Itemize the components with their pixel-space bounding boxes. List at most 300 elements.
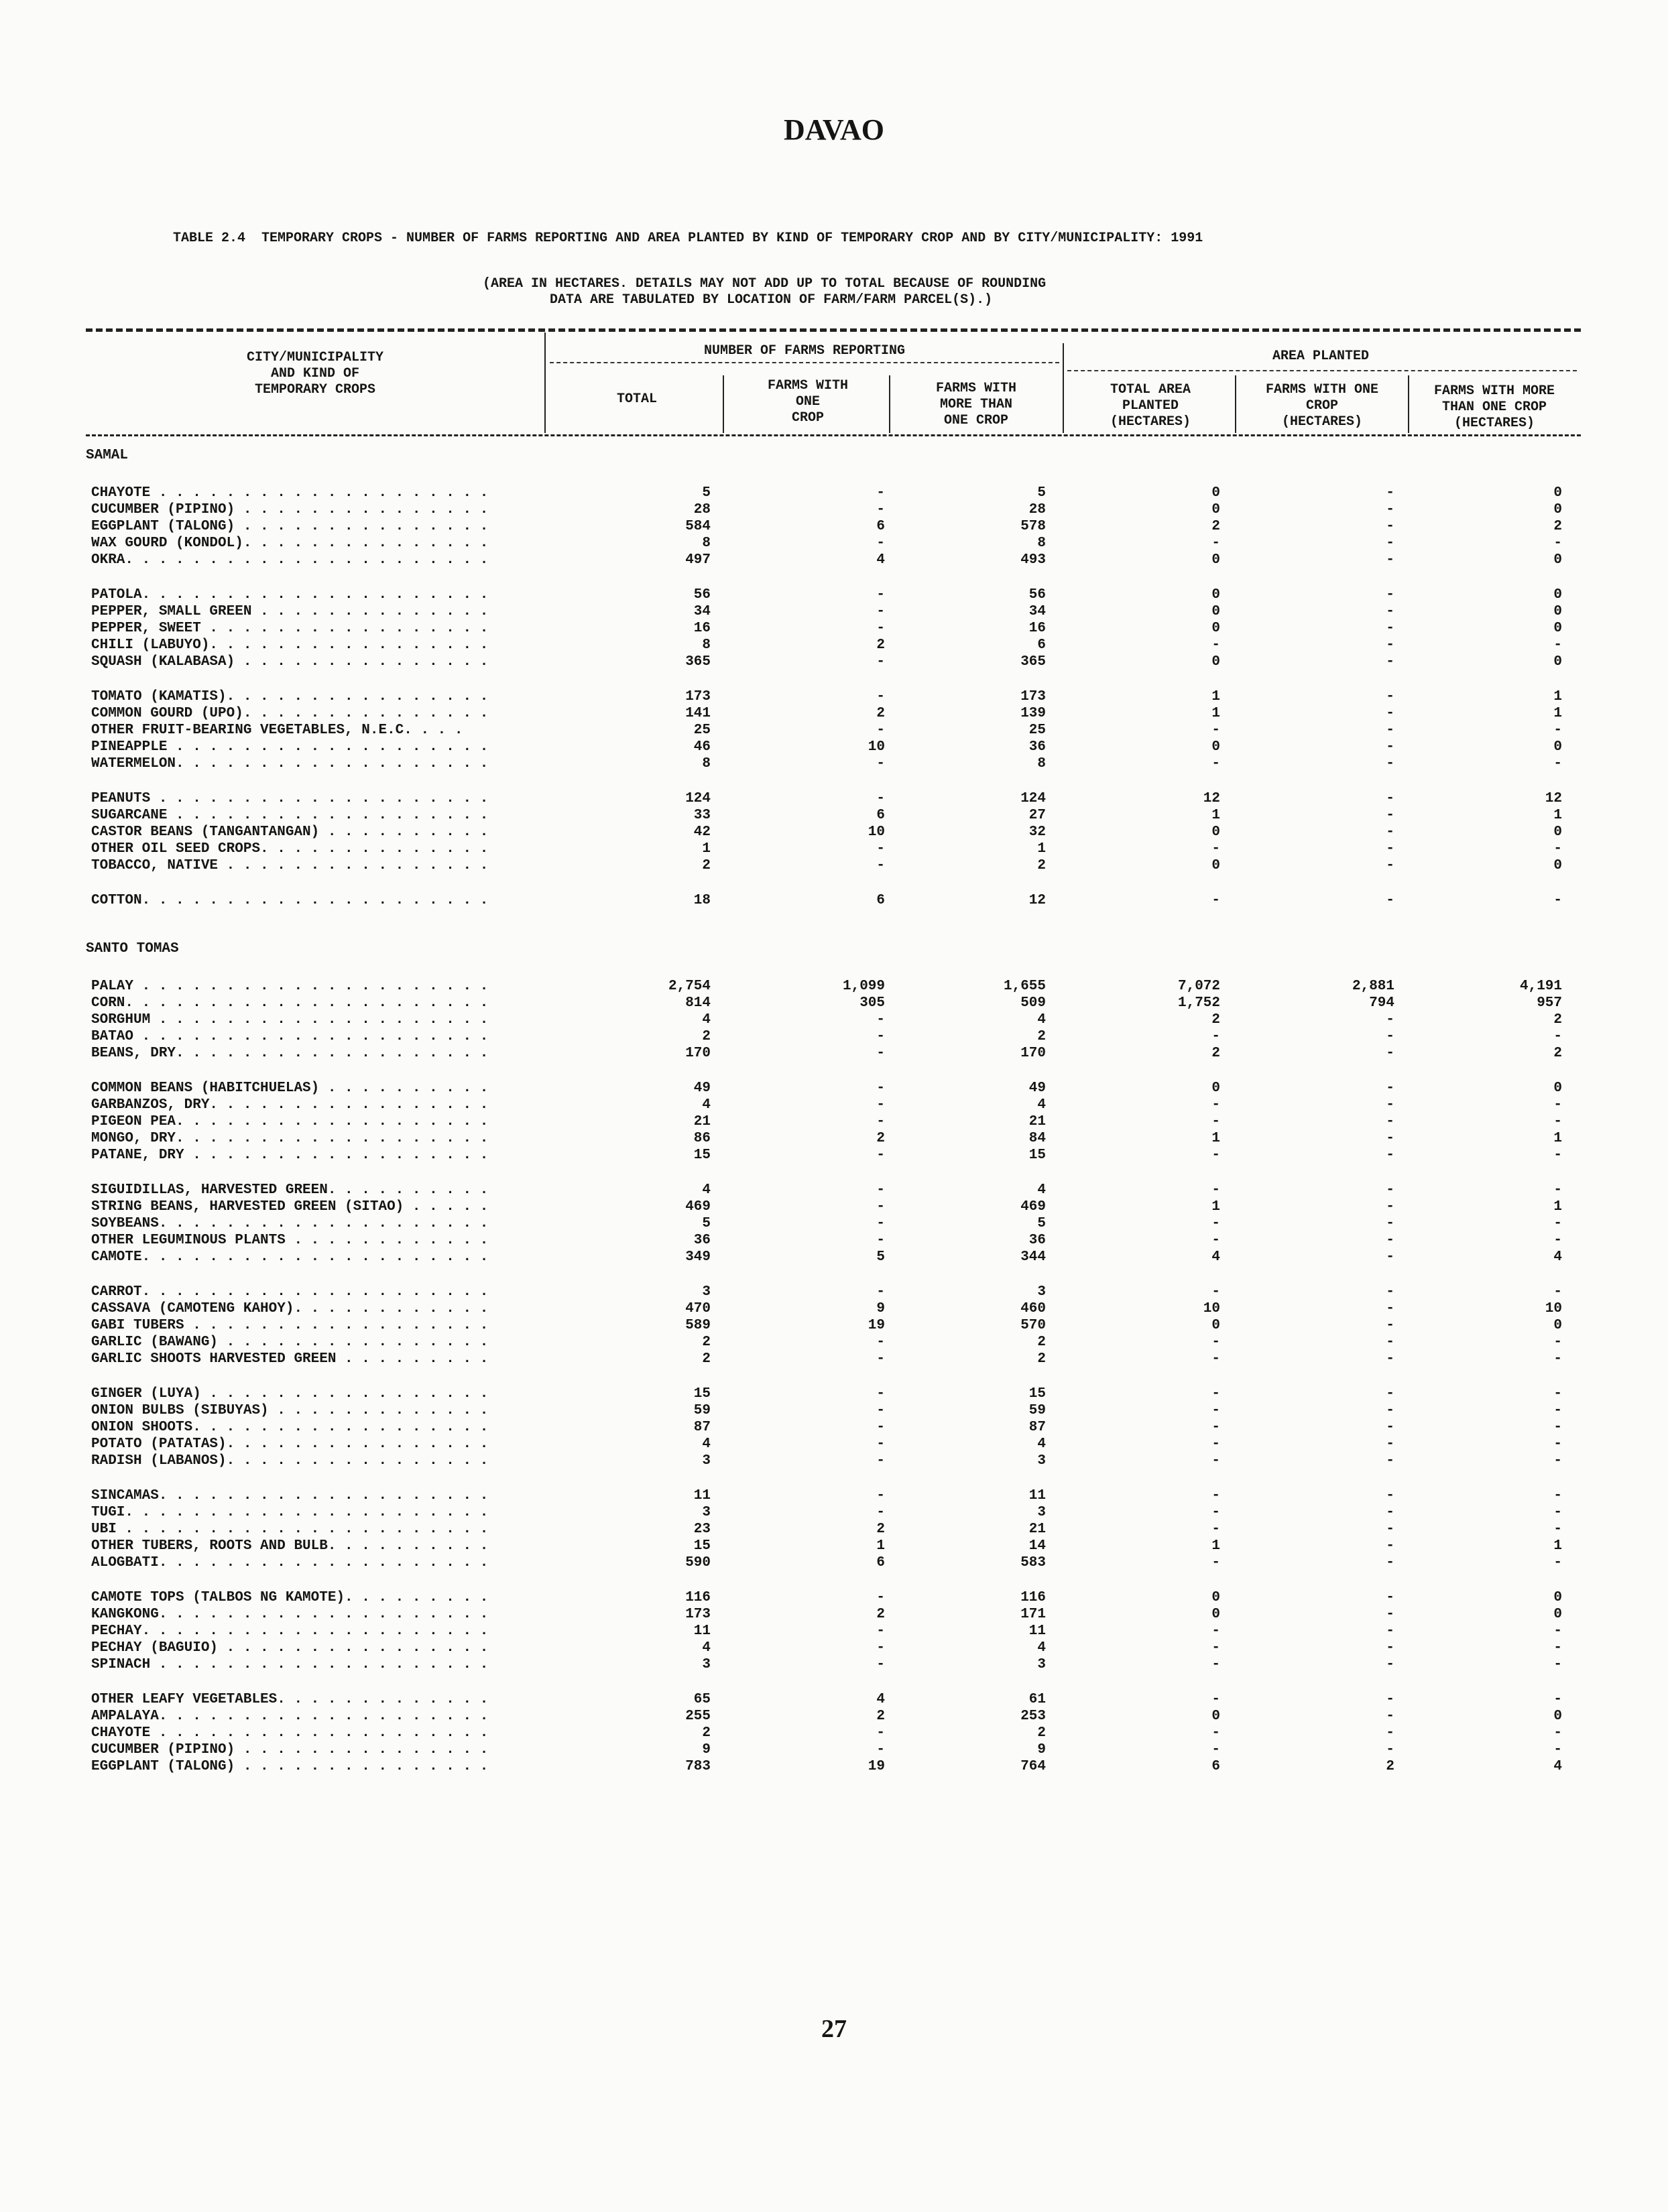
table-row	[0, 502, 1668, 519]
farms-one-crop: 19	[868, 1318, 885, 1333]
farms-more-crop: 173	[1020, 689, 1046, 704]
area-total: 2	[1211, 519, 1220, 534]
farms-total: 349	[685, 1249, 711, 1265]
area-total: -	[1211, 1692, 1220, 1707]
farms-total: 21	[693, 1114, 711, 1129]
farms-total: 36	[693, 1233, 711, 1248]
area-total: -	[1211, 1640, 1220, 1656]
area-more-crop: -	[1553, 1351, 1562, 1367]
farms-total: 15	[693, 1538, 711, 1554]
farms-total: 25	[693, 723, 711, 738]
farms-total: 65	[693, 1692, 711, 1707]
farms-total: 87	[693, 1420, 711, 1435]
area-one-crop: -	[1386, 1351, 1394, 1367]
farms-more-crop: 3	[1037, 1657, 1046, 1672]
area-more-crop: 4	[1553, 1249, 1562, 1265]
area-total: 0	[1211, 739, 1220, 755]
farms-one-crop: 2	[876, 1522, 885, 1537]
area-one-crop: -	[1386, 1216, 1394, 1231]
crop-name: WATERMELON. . . . . . . . . . . . . . . . . . .	[91, 756, 489, 772]
farms-total: 814	[685, 995, 711, 1011]
crop-name: BATAO . . . . . . . . . . . . . . . . . . . . .	[91, 1029, 489, 1044]
farms-total: 56	[693, 587, 711, 603]
area-total: 0	[1211, 604, 1220, 619]
farms-one-crop: 1,099	[842, 979, 885, 994]
area-one-crop: -	[1386, 1742, 1394, 1758]
table-row	[0, 756, 1668, 773]
farms-total: 18	[693, 893, 711, 908]
farms-one-crop: -	[876, 1488, 885, 1503]
farms-total: 11	[693, 1488, 711, 1503]
farms-one-crop: -	[876, 1403, 885, 1418]
farms-one-crop: -	[876, 485, 885, 501]
farms-one-crop: 4	[876, 1692, 885, 1707]
area-total: 0	[1211, 1590, 1220, 1605]
area-more-crop: 2	[1553, 1046, 1562, 1061]
farms-one-crop: -	[876, 1097, 885, 1113]
area-more-crop: -	[1553, 893, 1562, 908]
farms-more-crop: 1,655	[1003, 979, 1046, 994]
farms-more-crop: 9	[1037, 1742, 1046, 1758]
farms-more-crop: 4	[1037, 1182, 1046, 1198]
crop-name: TUGI. . . . . . . . . . . . . . . . . . . . . .	[91, 1505, 489, 1520]
table-row	[0, 604, 1668, 621]
farms-total: 3	[702, 1284, 711, 1300]
area-more-crop: 0	[1553, 552, 1562, 568]
farms-more-crop: 124	[1020, 791, 1046, 806]
farms-one-crop: 2	[876, 1131, 885, 1146]
crop-name: GARLIC (BAWANG) . . . . . . . . . . . . . . . .	[91, 1335, 489, 1350]
farms-one-crop: -	[876, 689, 885, 704]
crop-name: SUGARCANE . . . . . . . . . . . . . . . . . . .	[91, 808, 489, 823]
farms-more-crop: 4	[1037, 1436, 1046, 1452]
farms-more-crop: 36	[1028, 1233, 1046, 1248]
area-more-crop: -	[1553, 1148, 1562, 1163]
farms-more-crop: 8	[1037, 756, 1046, 772]
farms-total: 23	[693, 1522, 711, 1537]
area-more-crop: -	[1553, 1623, 1562, 1639]
farms-more-crop: 84	[1028, 1131, 1046, 1146]
crop-name: EGGPLANT (TALONG) . . . . . . . . . . . . . . .	[91, 1759, 489, 1774]
crop-name: PECHAY (BAGUIO) . . . . . . . . . . . . . . . .	[91, 1640, 489, 1656]
farms-one-crop: -	[876, 1590, 885, 1605]
area-total: 1,752	[1177, 995, 1220, 1011]
farms-total: 590	[685, 1555, 711, 1571]
header-area-planted: AREA PLANTED	[1272, 349, 1370, 364]
crop-name: CASSAVA (CAMOTENG KAHOY). . . . . . . . . . . .	[91, 1301, 489, 1316]
area-more-crop: -	[1553, 1657, 1562, 1672]
farms-one-crop: -	[876, 1386, 885, 1402]
farms-total: 3	[702, 1657, 711, 1672]
farms-one-crop: 9	[876, 1301, 885, 1316]
table-row	[0, 1097, 1668, 1114]
farms-more-crop: 11	[1028, 1488, 1046, 1503]
area-one-crop: -	[1386, 1182, 1394, 1198]
farms-more-crop: 469	[1020, 1199, 1046, 1215]
farms-total: 124	[685, 791, 711, 806]
table-row	[0, 1436, 1668, 1453]
header-group-rule	[1067, 370, 1577, 371]
area-total: 2	[1211, 1046, 1220, 1061]
crop-name: CAMOTE TOPS (TALBOS NG KAMOTE). . . . . . . . .	[91, 1590, 489, 1605]
farms-more-crop: 56	[1028, 587, 1046, 603]
area-more-crop: -	[1553, 1216, 1562, 1231]
table-row	[0, 637, 1668, 654]
crop-name: PATOLA. . . . . . . . . . . . . . . . . . . . .	[91, 587, 489, 603]
area-total: 0	[1211, 587, 1220, 603]
area-one-crop: -	[1386, 1249, 1394, 1265]
area-more-crop: 2	[1553, 519, 1562, 534]
table-row	[0, 893, 1668, 910]
table-row	[0, 995, 1668, 1012]
farms-total: 2	[702, 1029, 711, 1044]
farms-total: 28	[693, 502, 711, 517]
farms-one-crop: -	[876, 1114, 885, 1129]
farms-more-crop: 25	[1028, 723, 1046, 738]
farms-one-crop: 2	[876, 1607, 885, 1622]
crop-name: SIGUIDILLAS, HARVESTED GREEN. . . . . . . . . .	[91, 1182, 489, 1198]
farms-one-crop: -	[876, 1233, 885, 1248]
area-one-crop: -	[1386, 604, 1394, 619]
farms-more-crop: 344	[1020, 1249, 1046, 1265]
table-row	[0, 1301, 1668, 1318]
table-row	[0, 1555, 1668, 1572]
farms-total: 8	[702, 637, 711, 653]
farms-one-crop: -	[876, 1046, 885, 1061]
crop-name: GABI TUBERS . . . . . . . . . . . . . . . . . .	[91, 1318, 489, 1333]
area-total: 0	[1211, 654, 1220, 670]
area-total: -	[1211, 1284, 1220, 1300]
header-farms-reporting: NUMBER OF FARMS REPORTING	[703, 343, 906, 359]
header-divider	[544, 332, 546, 433]
section-heading: SANTO TOMAS	[86, 941, 179, 957]
area-more-crop: -	[1553, 637, 1562, 653]
header-total-area: TOTAL AREA PLANTED (HECTARES)	[1110, 382, 1191, 430]
table-row	[0, 552, 1668, 569]
area-one-crop: -	[1386, 706, 1394, 721]
area-more-crop: 0	[1553, 621, 1562, 636]
header-total: TOTAL	[616, 391, 657, 407]
table-row	[0, 979, 1668, 995]
area-one-crop: -	[1386, 1555, 1394, 1571]
crop-name: CHILI (LABUYO). . . . . . . . . . . . . . . . .	[91, 637, 489, 653]
farms-more-crop: 4	[1037, 1012, 1046, 1028]
farms-total: 497	[685, 552, 711, 568]
table-row	[0, 1522, 1668, 1538]
header-farms-more-crop: FARMS WITH MORE THAN ONE CROP	[935, 381, 1017, 428]
farms-total: 15	[693, 1148, 711, 1163]
farms-more-crop: 36	[1028, 739, 1046, 755]
area-one-crop: -	[1386, 1233, 1394, 1248]
farms-total: 4	[702, 1097, 711, 1113]
farms-one-crop: -	[876, 791, 885, 806]
area-total: 1	[1211, 1199, 1220, 1215]
farms-more-crop: 493	[1020, 552, 1046, 568]
table-row	[0, 824, 1668, 841]
farms-one-crop: -	[876, 1351, 885, 1367]
area-total: -	[1211, 1505, 1220, 1520]
farms-one-crop: -	[876, 1623, 885, 1639]
farms-more-crop: 16	[1028, 621, 1046, 636]
table-row	[0, 536, 1668, 552]
table-row	[0, 1335, 1668, 1351]
farms-one-crop: -	[876, 1081, 885, 1096]
area-total: 0	[1211, 485, 1220, 501]
farms-one-crop: 10	[868, 824, 885, 840]
table-note-line-1: (AREA IN HECTARES. DETAILS MAY NOT ADD UP TO TOTAL BECAUSE OF ROUNDING	[483, 276, 1047, 292]
crop-name: PINEAPPLE . . . . . . . . . . . . . . . . . . .	[91, 739, 489, 755]
area-one-crop: -	[1386, 1335, 1394, 1350]
header-bottom-rule	[86, 434, 1581, 436]
farms-one-crop: 10	[868, 739, 885, 755]
crop-name: PIGEON PEA. . . . . . . . . . . . . . . . . . .	[91, 1114, 489, 1129]
area-one-crop: -	[1386, 1301, 1394, 1316]
farms-total: 2	[702, 1351, 711, 1367]
farms-total: 2,754	[668, 979, 711, 994]
area-total: 6	[1211, 1759, 1220, 1774]
table-row	[0, 858, 1668, 875]
area-more-crop: 0	[1553, 1590, 1562, 1605]
table-row	[0, 739, 1668, 756]
crop-name: KANGKONG. . . . . . . . . . . . . . . . . . . .	[91, 1607, 489, 1622]
farms-more-crop: 28	[1028, 502, 1046, 517]
area-more-crop: -	[1553, 1233, 1562, 1248]
farms-more-crop: 2	[1037, 1335, 1046, 1350]
header-stub: CITY/MUNICIPALITY AND KIND OF TEMPORARY CROPS	[246, 350, 384, 397]
area-more-crop: -	[1553, 1436, 1562, 1452]
area-total: -	[1211, 1029, 1220, 1044]
crop-name: CUCUMBER (PIPINO) . . . . . . . . . . . . . . .	[91, 1742, 489, 1758]
table-row	[0, 706, 1668, 723]
farms-more-crop: 21	[1028, 1522, 1046, 1537]
farms-total: 49	[693, 1081, 711, 1096]
farms-more-crop: 2	[1037, 858, 1046, 873]
area-more-crop: 4,191	[1519, 979, 1562, 994]
area-more-crop: -	[1553, 1725, 1562, 1741]
area-more-crop: -	[1553, 1692, 1562, 1707]
farms-one-crop: -	[876, 1148, 885, 1163]
farms-total: 2	[702, 1335, 711, 1350]
farms-total: 3	[702, 1453, 711, 1469]
crop-name: CAMOTE. . . . . . . . . . . . . . . . . . . . .	[91, 1249, 489, 1265]
area-total: -	[1211, 1453, 1220, 1469]
area-more-crop: -	[1553, 1640, 1562, 1656]
farms-one-crop: -	[876, 587, 885, 603]
table-row	[0, 841, 1668, 858]
farms-more-crop: 3	[1037, 1505, 1046, 1520]
area-one-crop: -	[1386, 1505, 1394, 1520]
farms-total: 1	[702, 841, 711, 857]
farms-total: 3	[702, 1505, 711, 1520]
table-row	[0, 1403, 1668, 1420]
area-one-crop: -	[1386, 841, 1394, 857]
farms-more-crop: 171	[1020, 1607, 1046, 1622]
crop-name: ALOGBATI. . . . . . . . . . . . . . . . . . . .	[91, 1555, 489, 1571]
area-more-crop: 1	[1553, 706, 1562, 721]
area-one-crop: -	[1386, 893, 1394, 908]
farms-total: 116	[685, 1590, 711, 1605]
table-row	[0, 1046, 1668, 1062]
area-more-crop: -	[1553, 1488, 1562, 1503]
table-row	[0, 1640, 1668, 1657]
farms-total: 59	[693, 1403, 711, 1418]
farms-total: 2	[702, 858, 711, 873]
area-one-crop: -	[1386, 689, 1394, 704]
farms-total: 584	[685, 519, 711, 534]
area-more-crop: -	[1553, 1403, 1562, 1418]
area-total: 12	[1203, 791, 1220, 806]
area-total: -	[1211, 1233, 1220, 1248]
area-one-crop: -	[1386, 1081, 1394, 1096]
area-total: -	[1211, 1742, 1220, 1758]
area-total: 0	[1211, 858, 1220, 873]
farms-more-crop: 87	[1028, 1420, 1046, 1435]
area-one-crop: -	[1386, 1623, 1394, 1639]
area-one-crop: -	[1386, 1709, 1394, 1724]
farms-one-crop: -	[876, 841, 885, 857]
farms-one-crop: -	[876, 1216, 885, 1231]
farms-more-crop: 583	[1020, 1555, 1046, 1571]
farms-one-crop: -	[876, 756, 885, 772]
table-row	[0, 1131, 1668, 1148]
farms-one-crop: -	[876, 723, 885, 738]
farms-total: 33	[693, 808, 711, 823]
area-total: -	[1211, 1436, 1220, 1452]
area-one-crop: -	[1386, 1522, 1394, 1537]
farms-more-crop: 4	[1037, 1097, 1046, 1113]
farms-total: 4	[702, 1436, 711, 1452]
farms-one-crop: 19	[868, 1759, 885, 1774]
area-more-crop: -	[1553, 1420, 1562, 1435]
area-total: -	[1211, 1403, 1220, 1418]
farms-total: 141	[685, 706, 711, 721]
page-title: DAVAO	[784, 113, 884, 146]
area-total: 1	[1211, 706, 1220, 721]
area-total: 0	[1211, 824, 1220, 840]
area-one-crop: -	[1386, 739, 1394, 755]
crop-name: TOMATO (KAMATIS). . . . . . . . . . . . . . . .	[91, 689, 489, 704]
table-row	[0, 1453, 1668, 1470]
crop-name: OTHER OIL SEED CROPS. . . . . . . . . . . . . .	[91, 841, 489, 857]
crop-name: PEANUTS . . . . . . . . . . . . . . . . . . . .	[91, 791, 489, 806]
farms-more-crop: 764	[1020, 1759, 1046, 1774]
farms-more-crop: 11	[1028, 1623, 1046, 1639]
area-more-crop: 0	[1553, 739, 1562, 755]
area-total: 7,072	[1177, 979, 1220, 994]
area-more-crop: -	[1553, 756, 1562, 772]
farms-more-crop: 578	[1020, 519, 1046, 534]
area-one-crop: -	[1386, 808, 1394, 823]
header-divider	[1235, 375, 1236, 433]
farms-more-crop: 460	[1020, 1301, 1046, 1316]
area-one-crop: -	[1386, 1725, 1394, 1741]
farms-total: 15	[693, 1386, 711, 1402]
farms-total: 589	[685, 1318, 711, 1333]
table-row	[0, 1420, 1668, 1436]
table-caption: TABLE 2.4 TEMPORARY CROPS - NUMBER OF FARMS REPORTING AND AREA PLANTED BY KIND OF TEMPORARY CROP AND BY CITY/MUNICIPALITY: 1991	[173, 231, 1203, 246]
area-one-crop: -	[1386, 621, 1394, 636]
area-more-crop: 0	[1553, 654, 1562, 670]
area-more-crop: 0	[1553, 824, 1562, 840]
crop-name: CUCUMBER (PIPINO) . . . . . . . . . . . . . . .	[91, 502, 489, 517]
table-row	[0, 723, 1668, 739]
area-one-crop: -	[1386, 536, 1394, 551]
farms-more-crop: 5	[1037, 1216, 1046, 1231]
area-one-crop: -	[1386, 519, 1394, 534]
crop-name: OTHER TUBERS, ROOTS AND BULB. . . . . . . . . .	[91, 1538, 489, 1554]
farms-one-crop: -	[876, 1742, 885, 1758]
crop-name: STRING BEANS, HARVESTED GREEN (SITAO) . . . . .	[91, 1199, 489, 1215]
farms-more-crop: 14	[1028, 1538, 1046, 1554]
page-number: 27	[821, 2015, 847, 2043]
farms-more-crop: 15	[1028, 1386, 1046, 1402]
farms-more-crop: 6	[1037, 637, 1046, 653]
area-total: -	[1211, 893, 1220, 908]
crop-name: RADISH (LABANOS). . . . . . . . . . . . . . . .	[91, 1453, 489, 1469]
area-one-crop: -	[1386, 1148, 1394, 1163]
area-one-crop: -	[1386, 1453, 1394, 1469]
crop-name: POTATO (PATATAS). . . . . . . . . . . . . . . .	[91, 1436, 489, 1452]
farms-total: 783	[685, 1759, 711, 1774]
area-one-crop: -	[1386, 1131, 1394, 1146]
table-row	[0, 1488, 1668, 1505]
farms-one-crop: 305	[859, 995, 885, 1011]
area-total: 0	[1211, 502, 1220, 517]
area-total: 0	[1211, 1709, 1220, 1724]
area-total: 1	[1211, 1538, 1220, 1554]
table-row	[0, 1012, 1668, 1029]
table-row	[0, 1351, 1668, 1368]
area-total: -	[1211, 1335, 1220, 1350]
farms-more-crop: 2	[1037, 1725, 1046, 1741]
crop-name: PEPPER, SMALL GREEN . . . . . . . . . . . . . .	[91, 604, 489, 619]
area-more-crop: -	[1553, 1284, 1562, 1300]
crop-name: OTHER LEAFY VEGETABLES. . . . . . . . . . . . .	[91, 1692, 489, 1707]
area-one-crop: 794	[1369, 995, 1394, 1011]
area-more-crop: 0	[1553, 587, 1562, 603]
farms-more-crop: 170	[1020, 1046, 1046, 1061]
area-one-crop: -	[1386, 1436, 1394, 1452]
area-one-crop: -	[1386, 587, 1394, 603]
farms-total: 5	[702, 1216, 711, 1231]
crop-name: PATANE, DRY . . . . . . . . . . . . . . . . . .	[91, 1148, 489, 1163]
crop-name: OKRA. . . . . . . . . . . . . . . . . . . . . .	[91, 552, 489, 568]
area-total: 10	[1203, 1301, 1220, 1316]
farms-more-crop: 34	[1028, 604, 1046, 619]
farms-total: 4	[702, 1012, 711, 1028]
farms-one-crop: -	[876, 1436, 885, 1452]
area-more-crop: 0	[1553, 858, 1562, 873]
crop-name: CHAYOTE . . . . . . . . . . . . . . . . . . . .	[91, 1725, 489, 1741]
area-one-crop: -	[1386, 1029, 1394, 1044]
farms-one-crop: -	[876, 1335, 885, 1350]
area-total: -	[1211, 1488, 1220, 1503]
table-row	[0, 808, 1668, 824]
crop-name: COTTON. . . . . . . . . . . . . . . . . . . . .	[91, 893, 489, 908]
area-more-crop: 10	[1545, 1301, 1562, 1316]
area-more-crop: 2	[1553, 1012, 1562, 1028]
area-total: -	[1211, 1148, 1220, 1163]
farms-more-crop: 59	[1028, 1403, 1046, 1418]
area-total: 0	[1211, 1607, 1220, 1622]
area-one-crop: -	[1386, 1318, 1394, 1333]
area-total: 1	[1211, 1131, 1220, 1146]
area-one-crop: -	[1386, 1284, 1394, 1300]
table-row	[0, 654, 1668, 671]
farms-one-crop: 2	[876, 706, 885, 721]
area-one-crop: -	[1386, 1097, 1394, 1113]
area-one-crop: -	[1386, 1199, 1394, 1215]
